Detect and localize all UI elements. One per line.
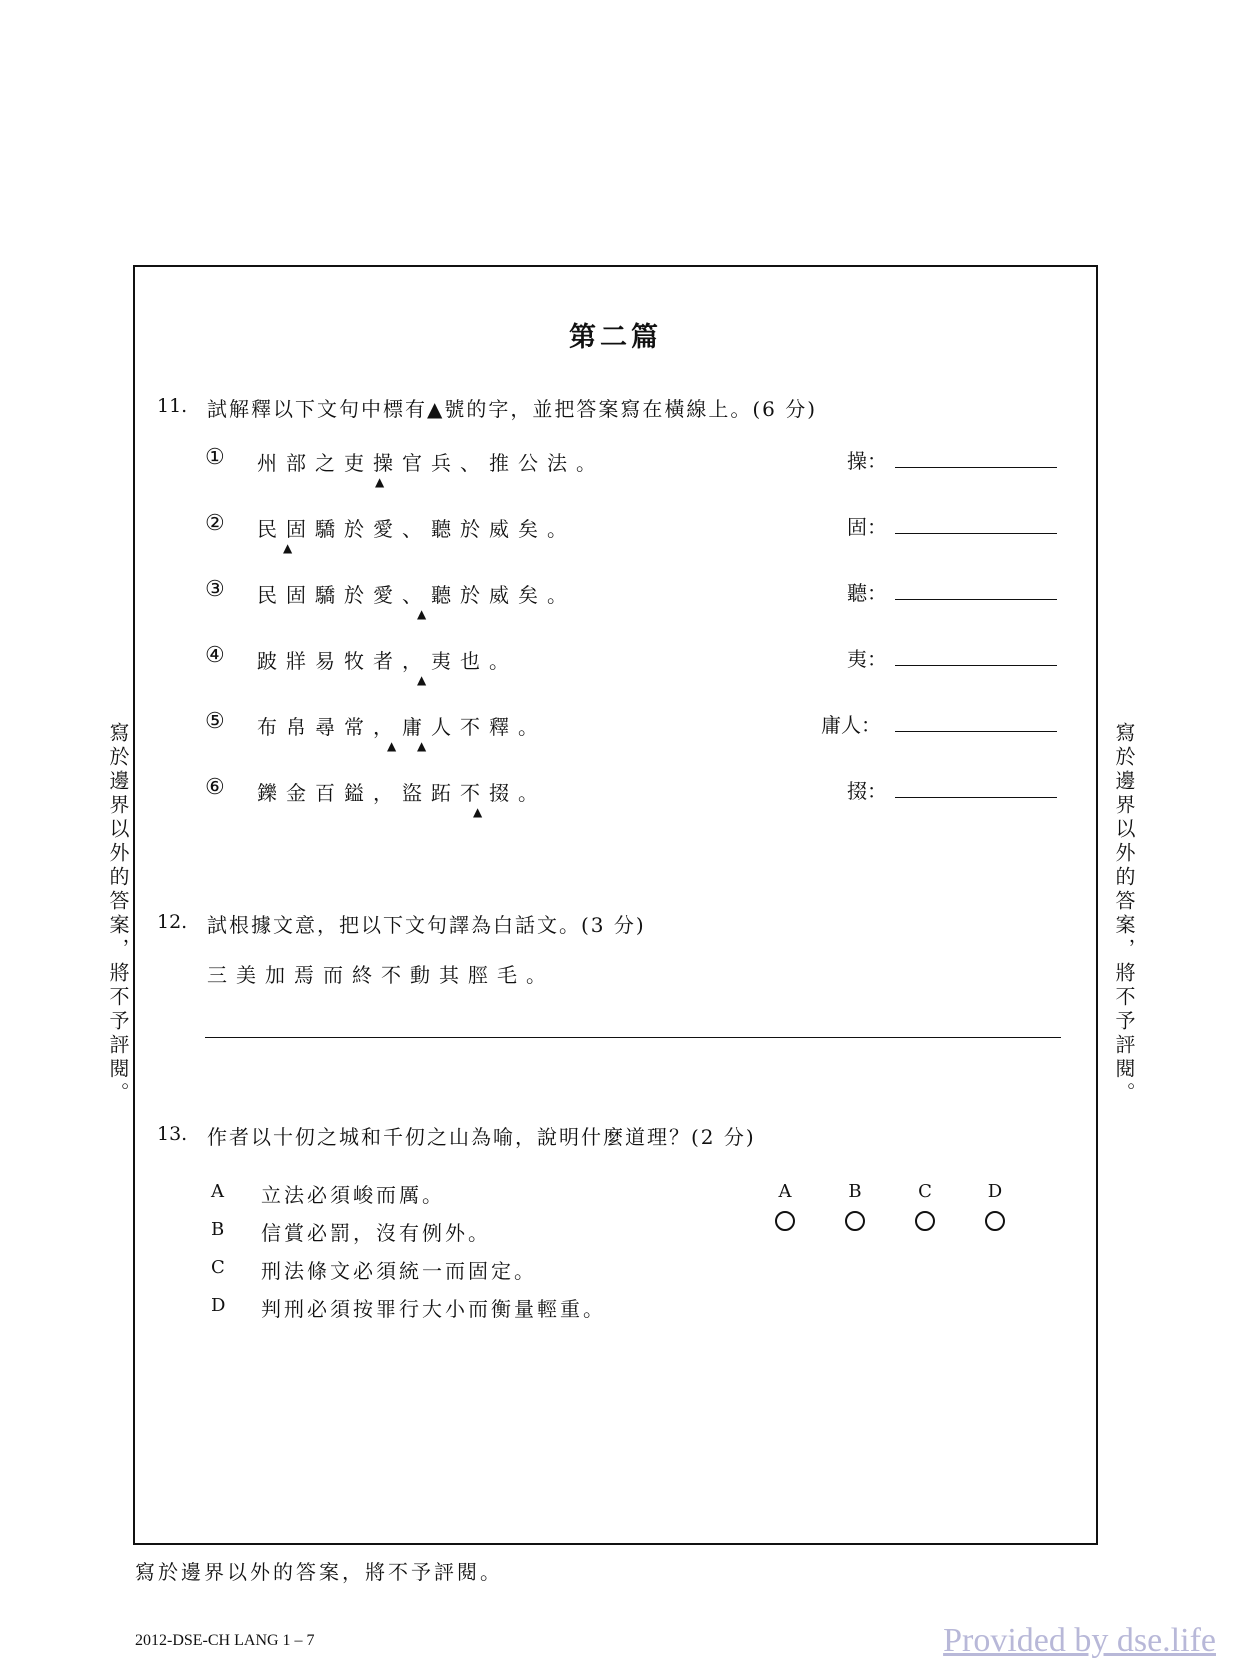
q11-item-1-sentence: 州部之吏操官兵、推公法。 xyxy=(257,451,605,475)
q11-item-6-answer-line[interactable] xyxy=(895,797,1057,798)
answer-bubble-a[interactable] xyxy=(775,1211,795,1231)
q11-item-1-answer-line[interactable] xyxy=(895,467,1057,468)
q11-number: 11. xyxy=(157,395,188,417)
q13-option-a-letter: A xyxy=(211,1181,224,1202)
q11-prompt: 試解釋以下文句中標有▲號的字，並把答案寫在橫線上。(6 分) xyxy=(207,397,818,421)
footer-note: 寫於邊界以外的答案，將不予評閱。 xyxy=(135,1560,503,1584)
answer-frame xyxy=(133,265,1098,1545)
left-margin-note: 寫於邊界以外的答案，將不予評閱。 xyxy=(106,722,130,1106)
q11-item-2-label: 固： xyxy=(847,515,887,539)
marker-triangle-icon: ▲ xyxy=(283,541,293,555)
q13-option-b-text: 信賞必罰，沒有例外。 xyxy=(261,1221,491,1245)
paper-code: 2012-DSE-CH LANG 1 – 7 xyxy=(135,1632,315,1649)
q11-item-2-number: ② xyxy=(205,511,225,536)
q13-option-c-letter: C xyxy=(211,1257,225,1278)
q11-item-4-number: ④ xyxy=(205,643,225,668)
q11-item-3-number: ③ xyxy=(205,577,225,602)
q12-number: 12. xyxy=(157,911,188,933)
q11-item-5-number: ⑤ xyxy=(205,709,225,734)
watermark-link[interactable]: Provided by dse.life xyxy=(943,1622,1216,1659)
q12-prompt: 試根據文意，把以下文句譯為白話文。(3 分) xyxy=(207,913,646,937)
section-title: 第二篇 xyxy=(569,322,662,353)
answer-bubble-c[interactable] xyxy=(915,1211,935,1231)
marker-triangle-icon: ▲ xyxy=(375,475,385,489)
q12-sentence: 三美加焉而終不動其脛毛。 xyxy=(207,963,555,987)
q11-item-6-label: 掇： xyxy=(847,779,887,803)
q11-item-1-number: ① xyxy=(205,445,225,470)
right-margin-note: 寫於邊界以外的答案，將不予評閱。 xyxy=(1112,722,1136,1106)
marker-triangle-icon: ▲ xyxy=(473,805,483,819)
q13-option-d-letter: D xyxy=(211,1295,226,1316)
bubble-label-d: D xyxy=(987,1181,1003,1202)
marker-triangle-icon: ▲ xyxy=(417,739,427,753)
answer-bubble-d[interactable] xyxy=(985,1211,1005,1231)
q11-item-2-answer-line[interactable] xyxy=(895,533,1057,534)
q11-item-3-sentence: 民固驕於愛、聽於威矣。 xyxy=(257,583,576,607)
q13-option-a-text: 立法必須峻而厲。 xyxy=(261,1183,445,1207)
bubble-label-a: A xyxy=(778,1181,792,1202)
q11-item-5-answer-line[interactable] xyxy=(895,731,1057,732)
q11-item-4-label: 夷： xyxy=(847,647,887,671)
q13-prompt: 作者以十仞之城和千仞之山為喻，說明什麼道理？(2 分) xyxy=(207,1125,756,1149)
q11-item-5-sentence: 布帛尋常，庸人不釋。 xyxy=(257,715,547,739)
q13-option-c-text: 刑法條文必須統一而固定。 xyxy=(261,1259,537,1283)
q13-option-b-letter: B xyxy=(211,1219,225,1240)
q11-item-4-answer-line[interactable] xyxy=(895,665,1057,666)
q11-item-3-answer-line[interactable] xyxy=(895,599,1057,600)
q11-item-5-label: 庸人： xyxy=(821,713,881,737)
marker-triangle-icon: ▲ xyxy=(417,607,427,621)
bubble-label-b: B xyxy=(848,1181,862,1202)
q12-answer-line[interactable] xyxy=(205,1037,1061,1038)
q11-item-3-label: 聽： xyxy=(847,581,887,605)
q11-item-4-sentence: 跛牂易牧者，夷也。 xyxy=(257,649,518,673)
marker-triangle-icon: ▲ xyxy=(387,739,397,753)
q11-item-6-number: ⑥ xyxy=(205,775,225,800)
marker-triangle-icon: ▲ xyxy=(417,673,427,687)
answer-bubble-b[interactable] xyxy=(845,1211,865,1231)
q11-item-6-sentence: 鑠金百鎰，盜跖不掇。 xyxy=(257,781,547,805)
q11-item-2-sentence: 民固驕於愛、聽於威矣。 xyxy=(257,517,576,541)
q13-number: 13. xyxy=(157,1123,188,1145)
q13-option-d-text: 判刑必須按罪行大小而衡量輕重。 xyxy=(261,1297,606,1321)
q11-item-1-label: 操： xyxy=(847,449,887,473)
bubble-label-c: C xyxy=(918,1181,932,1202)
